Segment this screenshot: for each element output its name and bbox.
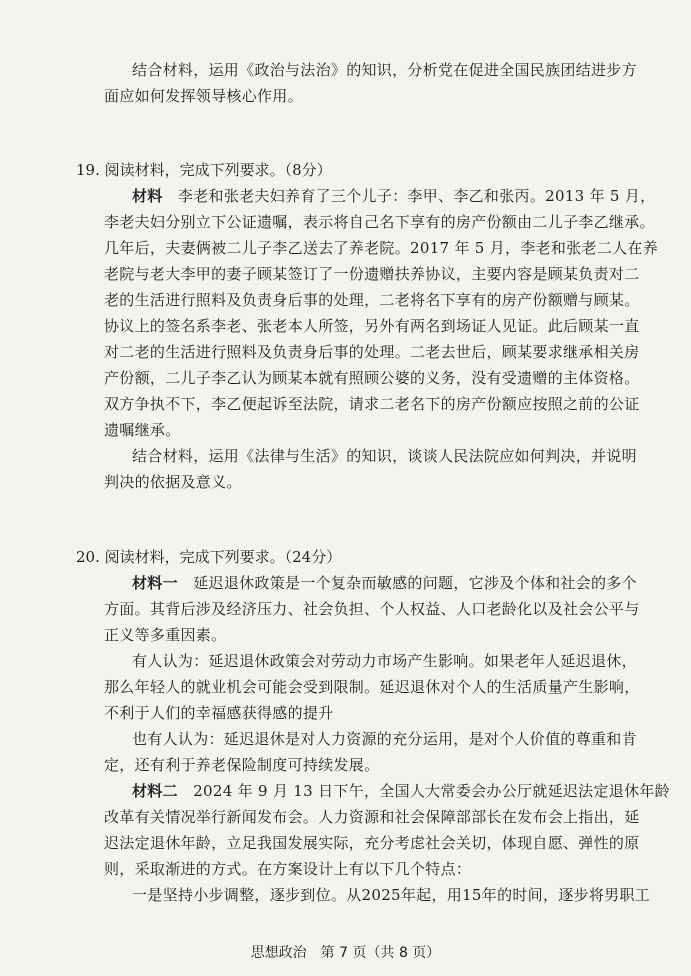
q20-material1-label: 材料一	[132, 574, 178, 592]
page-footer: 思想政治 第 7 页（共 8 页）	[250, 945, 441, 961]
question-19-heading: 19. 阅读材料，完成下列要求。（8分）	[76, 161, 332, 179]
question-20-heading: 20. 阅读材料，完成下列要求。（24分）	[76, 548, 342, 566]
q19-material-line: 几年后，夫妻俩被二儿子李乙送去了养老院。2017 年 5 月，李老和张老二人在养	[104, 239, 659, 257]
q20-material-line: 正义等多重因素。	[104, 626, 227, 644]
q19-material-label: 材料	[132, 187, 163, 205]
q19-text: 李老和张老夫妇养育了三个儿子：李甲、李乙和张丙。2013 年 5 月，	[177, 187, 656, 205]
question-prompt-line: 面应如何发挥领导核心作用。	[104, 87, 303, 105]
q20-material-line: 改革有关情况举行新闻发布会。人力资源和社会保障部部长在发布会上指出，延	[104, 808, 640, 826]
q20-material-line: 方面。其背后涉及经济压力、社会负担、个人权益、人口老龄化以及社会公平与	[104, 600, 640, 618]
q19-material-line: 协议上的签名系李老、张老本人所签，另外有两名到场证人见证。此后顾某一直	[104, 317, 640, 335]
question-prompt-line: 结合材料，运用《政治与法治》的知识，分析党在促进全国民族团结进步方	[132, 61, 637, 79]
q20-material-line: 迟法定退休年龄，立足我国发展实际，充分考虑社会关切，体现自愿、弹性的原	[104, 834, 640, 852]
q20-material-line: 不利于人们的幸福感获得感的提升	[104, 704, 334, 722]
q20-material-line: 则，采取渐进的方式。在方案设计上有以下几个特点：	[104, 860, 472, 878]
q20-material-line: 一是坚持小步调整，逐步到位。从2025年起，用15年的时间，逐步将男职工	[132, 886, 651, 904]
q20-material2-label: 材料二	[132, 782, 178, 800]
q20-material-line: 那么年轻人的就业机会可能会受到限制。延迟退休对个人的生活质量产生影响，	[104, 678, 640, 696]
q19-material-line: 遗嘱继承。	[104, 421, 181, 439]
q19-material-line: 产份额，二儿子李乙认为顾某本就有照顾公婆的义务，没有受遗赠的主体资格。	[104, 369, 640, 387]
q19-material-line: 老院与老大李甲的妻子顾某签订了一份遗赠扶养协议，主要内容是顾某负责对二	[104, 265, 640, 283]
q20-text: 延迟退休政策是一个复杂而敏感的问题，它涉及个体和社会的多个	[193, 574, 637, 592]
q20-text: 2024 年 9 月 13 日下午，全国人大常委会办公厅就延迟法定退休年龄	[193, 782, 670, 800]
q19-material-line	[132, 186, 656, 206]
q20-material-line: 有人认为：延迟退休政策会对劳动力市场产生影响。如果老年人延迟退休，	[132, 652, 637, 670]
q19-material-line: 李老夫妇分别立下公证遗嘱，表示将自己名下享有的房产份额由二儿子李乙继承。	[104, 213, 655, 231]
q19-material-line: 双方争执不下，李乙便起诉至法院，请求二老名下的房产份额应按照之前的公证	[104, 395, 640, 413]
q19-material-line: 对二老的生活进行照料及负责身后事的处理。二老去世后，顾某要求继承相关房	[104, 343, 640, 361]
q20-material-line	[132, 573, 637, 593]
q19-ask-line: 判决的依据及意义。	[104, 473, 242, 491]
q20-material-line	[132, 781, 670, 801]
q20-material-line: 定，还有利于养老保险制度可持续发展。	[104, 756, 380, 774]
q19-material-line: 老的生活进行照料及负责身后事的处理，二老将名下享有的房产份额赠与顾某。	[104, 291, 640, 309]
q19-ask-line: 结合材料，运用《法律与生活》的知识，谈谈人民法院应如何判决，并说明	[132, 447, 637, 465]
q20-material-line: 也有人认为：延迟退休是对人力资源的充分运用，是对个人价值的尊重和肯	[132, 730, 637, 748]
